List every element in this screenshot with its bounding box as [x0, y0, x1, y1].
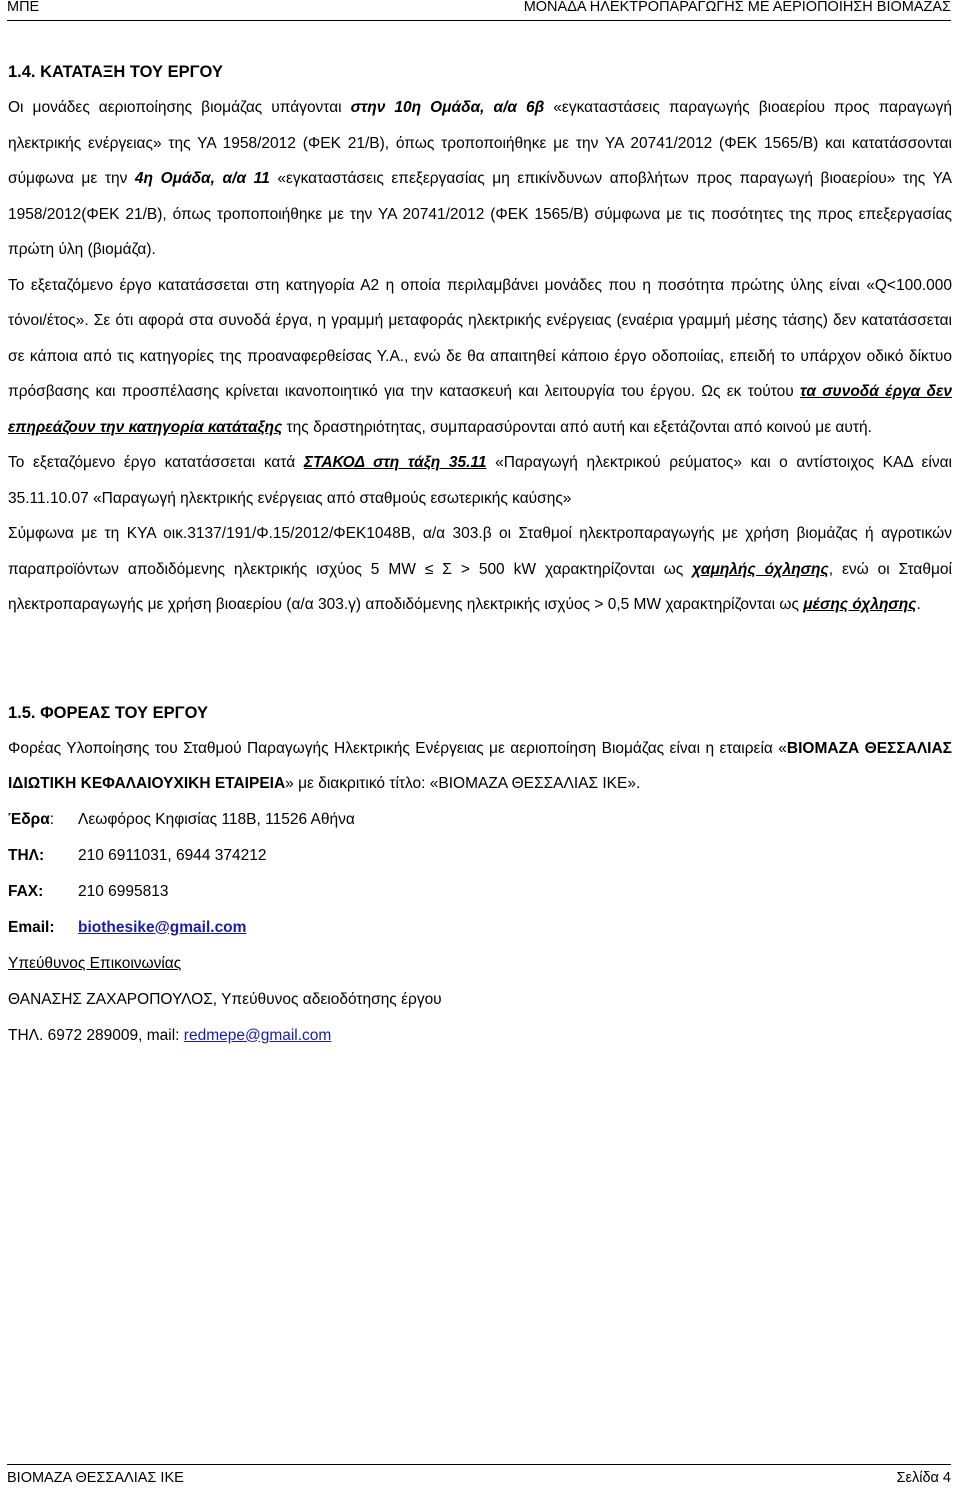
contact-heading: Υπεύθυνος Επικοινωνίας: [8, 954, 182, 972]
fax-value: 210 6995813: [78, 882, 169, 900]
text-run: , ενώ οι Σταθμοί ηλεκτροπαραγωγής με χρήση βιοαερίου (α/α 303.γ) αποδιδόμενης ηλεκτρικής ισχύος > 0,5 MW χαρακτηρίζονται ως: [8, 560, 952, 613]
contact-mail-link[interactable]: redmepe@gmail.com: [183, 1026, 332, 1044]
text-run: Οι μονάδες αεριοποίησης βιομάζας υπάγονται: [8, 99, 351, 116]
emphasis-group-10: στην 10η Ομάδα, α/α 6β: [350, 99, 545, 116]
paragraph-classification: [8, 90, 952, 268]
section-title-1-5: 1.5. ΦΟΡΕΑΣ ΤΟΥ ΕΡΓΟΥ: [8, 703, 208, 722]
contact-name: ΘΑΝΑΣΗΣ ΖΑΧΑΡΟΠΟΥΛΟΣ, Υπεύθυνος αδειοδότησης έργου: [8, 990, 442, 1008]
tel-row: [8, 838, 952, 874]
text-run: Φορέας Υλοποίησης του Σταθμού Παραγωγής Ηλεκτρικής Ενέργειας με αεριοποίηση Βιομάζας είναι η εταιρεία «: [8, 739, 787, 757]
contact-tel: ΤΗΛ. 6972 289009, mail:: [8, 1026, 184, 1044]
seat-label-group: [8, 802, 78, 838]
text-run: » με διακριτικό τίτλο: «ΒΙΟΜΑΖΑ ΘΕΣΣΑΛΙΑΣ ΙΚΕ».: [285, 775, 641, 792]
email-link[interactable]: biothesike@gmail.com: [78, 918, 247, 936]
emphasis-stakod: ΣΤΑΚΟΔ στη τάξη 35.11: [303, 454, 487, 471]
text-run: «εγκαταστάσεις παραγωγής βιοαερίου προς παραγωγή ηλεκτρικής ενέργειας» της ΥΑ 1958/2012 (ΦΕΚ 21/Β), όπως τροποποιήθηκε με την ΥΑ 20741/2012 (ΦΕΚ 1565/Β) και κατατάσσονται σύμφωνα με την: [8, 99, 953, 187]
text-run: .: [916, 596, 921, 613]
email-label: Email:: [8, 918, 55, 936]
contact-tel-row: [8, 1018, 952, 1054]
seat-label: Έδρα: [8, 810, 50, 828]
fax-label: FAX:: [8, 882, 44, 900]
section-title-1-4: 1.4. ΚΑΤΑΤΑΞΗ ΤΟΥ ΕΡΓΟΥ: [8, 63, 223, 81]
company-name: ΒΙΟΜΑΖΑ ΘΕΣΣΑΛΙΑΣ ΙΔΙΩΤΙΚΗ ΚΕΦΑΛΑΙΟΥΧΙΚΗ ΕΤΑΙΡΕΙΑ: [8, 739, 952, 792]
text-run: Το εξεταζόμενο έργο κατατάσσεται στη κατηγορία Α2 η οποία περιλαμβάνει μονάδες που η ποσότητα πρώτης ύλης είναι «Q<100.000 τόνοι/έτος». Σε ότι αφορά στα συνοδά έργα, η γραμμή μεταφοράς ηλεκτρικής ενέργειας (εναέρια γραμμή μέσης τάσης) δεν κατατάσσεται σε κάποια από τις κατηγορίες της προαναφερθείσας Υ.Α., ενώ δε θα απαιτηθεί κάποιο έργο οδοποιίας, επειδή το υπάρχον οδικό δίκτυο πρόσβασης και προσπέλασης κρίνεται ικανοποιητικό για την κατασκευή και λειτουργία του έργου. Ως εκ τούτου: [8, 276, 952, 400]
email-row: [8, 910, 952, 946]
text-run: «Παραγωγή ηλεκτρικού ρεύματος» και ο αντίστοιχος ΚΑΔ είναι 35.11.10.07 «Παραγωγή ηλεκτρικής ενέργειας από σταθμούς εσωτερικής καύσης»: [8, 454, 952, 507]
text-run: Το εξεταζόμενο έργο κατατάσσεται κατά: [8, 454, 304, 471]
text-run: «εγκαταστάσεις επεξεργασίας μη επικίνδυνων αποβλήτων προς παραγωγή βιοαερίου» της ΥΑ 1958/2012(ΦΕΚ 21/Β), όπως τροποποιήθηκε με την ΥΑ 20741/2012 (ΦΕΚ 1565/Β) σύμφωνα με τις ποσότητες της προς επεξεργασίας πρώτη ύλη (βιομάζα).: [8, 170, 952, 258]
emphasis-medium-nuisance: μέσης όχλησης: [803, 596, 917, 613]
tel-label: ΤΗΛ:: [8, 846, 45, 864]
paragraph-operator: [8, 731, 952, 802]
document-body: [8, 54, 952, 1054]
text-run: Σύμφωνα με τη ΚΥΑ οικ.3137/191/Φ.15/2012/ΦΕΚ1048Β, α/α 303.β οι Σταθμοί ηλεκτροπαραγωγής με χρήση βιομάζας ή αγροτικών παραπροϊόντων αποδιδόμενης ηλεκτρικής ισχύος 5 MW ≤ Σ > 500 kW χαρακτηρίζονται ως: [8, 525, 952, 578]
header-doc-title: ΜΟΝΑΔΑ ΗΛΕΚΤΡΟΠΑΡΑΓΩΓΗΣ ΜΕ ΑΕΡΙΟΠΟΙΗΣΗ ΒΙΟΜΑΖΑΣ: [523, 0, 951, 15]
seat-row: [8, 802, 952, 838]
paragraph-category-a2: [8, 268, 952, 446]
seat-value: Λεωφόρος Κηφισίας 118Β, 11526 Αθήνα: [78, 810, 355, 828]
paragraph-kya: [8, 516, 952, 623]
emphasis-group-4: 4η Ομάδα, α/α 11: [134, 170, 270, 187]
paragraph-stakod: [8, 445, 952, 516]
page-footer: [7, 1464, 951, 1487]
page-number: Σελίδα 4: [896, 1470, 951, 1486]
text-run: της δραστηριότητας, συμπαρασύρονται από αυτή και εξετάζονται από κοινού με αυτή.: [282, 418, 872, 436]
footer-company: ΒΙΟΜΑΖΑ ΘΕΣΣΑΛΙΑΣ ΙΚΕ: [7, 1470, 184, 1486]
emphasis-low-nuisance: χαμηλής όχλησης: [692, 560, 829, 578]
fax-row: [8, 874, 952, 910]
page-header: [7, 0, 951, 21]
emphasis-associated-works: τα συνοδά έργα δεν επηρεάζουν την κατηγορία κατάταξης: [8, 383, 952, 436]
header-doc-type: ΜΠΕ: [7, 0, 40, 15]
tel-value: 210 6911031, 6944 374212: [78, 846, 267, 864]
seat-colon: :: [49, 810, 55, 828]
